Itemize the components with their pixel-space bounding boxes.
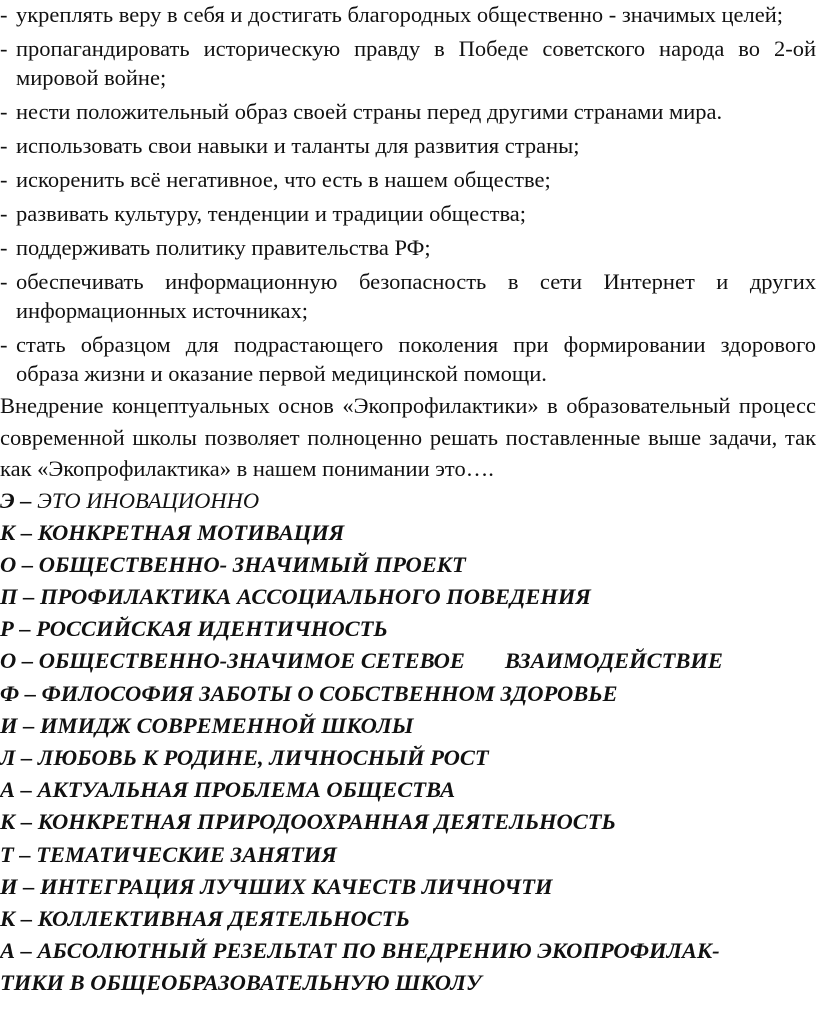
goal-item [0,330,816,388]
dash: - [0,99,8,124]
goal-item [0,131,816,160]
goal-item [0,233,816,262]
acronym-line: А – АБСОЛЮТНЫЙ РЕЗЕЛЬТАТ ПО ВНЕДРЕНИЮ ЭКОПРОФИЛАК- [0,938,720,964]
acronym-line: Т – ТЕМАТИЧЕСКИЕ ЗАНЯТИЯ [0,841,337,867]
acronym-line: К – КОНКРЕТНАЯ ПРИРОДООХРАННАЯ ДЕЯТЕЛЬНОСТЬ [0,809,616,835]
acronym-line: Л – ЛЮБОВЬ К РОДИНЕ, ЛИЧНОСНЫЙ РОСТ [0,745,489,770]
acronym-line [0,645,816,677]
goals-list [0,0,816,388]
acronym-text: ВЗАИМОДЕЙСТВИЕ [504,648,723,674]
goal-item [0,267,816,325]
acronym-list [0,485,816,1000]
goal-text: поддерживать политику правительства РФ; [16,235,431,260]
dash: - [0,332,8,357]
goal-text: нести положительный образ своей страны перед другими странами мира. [16,99,723,124]
goal-text: стать образцом для подрастающего поколения при формировании здорового образа жизни и оказание первой медицинской помощи. [16,332,816,386]
goal-item [0,97,816,126]
dash: - [0,269,8,294]
acronym-line: А – АКТУАЛЬНАЯ ПРОБЛЕМА ОБЩЕСТВА [0,777,456,803]
goal-text: обеспечивать информационную безопасность в сети Интернет и других информационных источниках; [16,269,816,323]
acronym-letter: Э – [0,487,32,513]
acronym-line: К – КОНКРЕТНАЯ МОТИВАЦИЯ [0,519,345,545]
acronym-line: Ф – ФИЛОСОФИЯ ЗАБОТЫ О СОБСТВЕННОМ ЗДОРОВЬЕ [0,680,618,706]
acronym-line: П – ПРОФИЛАКТИКА АССОЦИАЛЬНОГО ПОВЕДЕНИЯ [0,584,591,610]
goal-item [0,0,816,29]
goal-item [0,199,816,228]
goal-text: укреплять веру в себя и достигать благородных общественно - значимых целей; [16,2,783,27]
goal-text: пропагандировать историческую правду в Победе советского народа во 2-ой мировой войне; [16,36,816,90]
dash: - [0,133,8,158]
acronym-line: О – ОБЩЕСТВЕННО- ЗНАЧИМЫЙ ПРОЕКТ [0,551,466,577]
intro-paragraph: Внедрение концептуальных основ «Экопрофилактики» в образовательный процесс современной школы позволяет полноценно решать поставленные выше задачи, так как «Экопрофилактика» в нашем понимании это…. [0,393,816,481]
dash: - [0,36,8,61]
acronym-text: О – ОБЩЕСТВЕННО-ЗНАЧИМОЕ СЕТЕВОЕ [0,648,465,674]
dash: - [0,167,8,192]
goal-text: искоренить всё негативное, что есть в нашем обществе; [16,167,551,192]
dash: - [0,201,8,226]
acronym-text: ЭТО ИНОВАЦИОННО [31,487,260,513]
goal-text: использовать свои навыки и таланты для развития страны; [16,133,580,158]
acronym-line: И – ИМИДЖ СОВРЕМЕННОЙ ШКОЛЫ [0,712,414,738]
acronym-line: И – ИНТЕГРАЦИЯ ЛУЧШИХ КАЧЕСТВ ЛИЧНОЧТИ [0,873,553,899]
goal-item [0,34,816,92]
dash: - [0,235,8,260]
acronym-line: ТИКИ В ОБЩЕОБРАЗОВАТЕЛЬНУЮ ШКОЛУ [0,970,482,996]
goal-item [0,165,816,194]
acronym-line: Р – РОССИЙСКАЯ ИДЕНТИЧНОСТЬ [0,616,388,642]
goal-text: развивать культуру, тенденции и традиции общества; [16,201,527,226]
acronym-line: К – КОЛЛЕКТИВНАЯ ДЕЯТЕЛЬНОСТЬ [0,905,410,931]
dash: - [0,2,8,27]
acronym-line [0,485,816,517]
